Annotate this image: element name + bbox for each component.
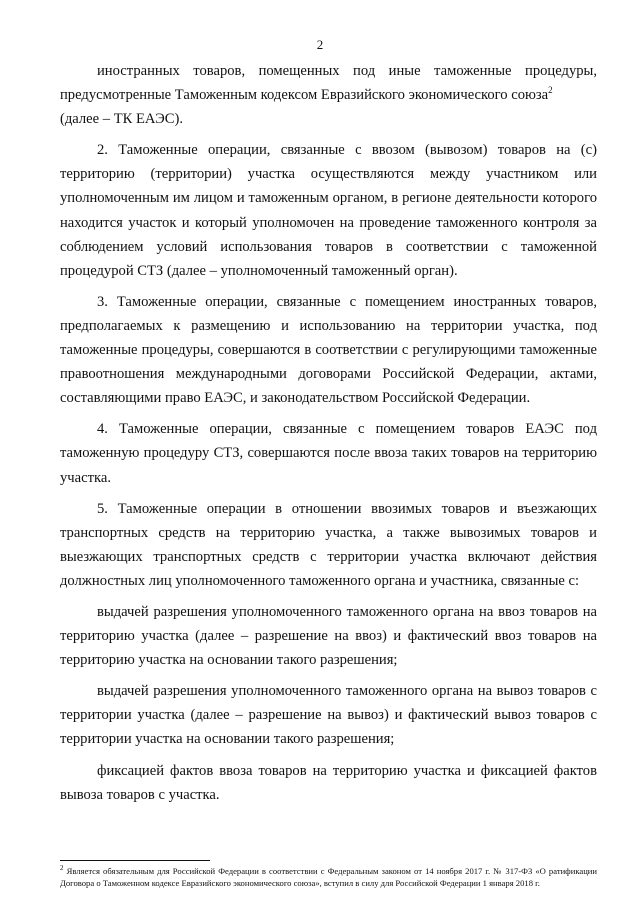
paragraph-2: 2. Таможенные операции, связанные с ввозом (вывозом) товаров на (с) территорию (территории) участка осуществляются между участником или уполномоченным им лицом и таможенным органом, в регионе деятельности которого находится участок и который уполномочен на проведение таможенного контроля за соблюдением условий использования товаров в соответствии с таможенной процедурой СТЗ (далее – уполномоченный таможенный орган). xyxy=(60,142,597,279)
paragraph-5: 5. Таможенные операции в отношении ввозимых товаров и въезжающих транспортных средств на территорию участка, а также вывозимых товаров и выезжающих транспортных средств с территории участка включают действия должностных лиц уполномоченного таможенного органа и участника, связанные с: xyxy=(60,500,597,589)
footnote-text: Является обязательным для Российской Федерации в соответствии с Федеральным законом от 14 ноября 2017 г. № 317-ФЗ «О ратификации Договора о Таможенном кодексе Евразийского экономического союза», вступил в силу для Российской Федерации 1 января 2018 г. xyxy=(60,866,598,888)
paragraph-3: 3. Таможенные операции, связанные с помещением иностранных товаров, предполагаемых к размещению и использованию на территории участка, под таможенные процедуры, совершаются в соответствии с регулирующими таможенные правоотношения международными договорами Российской Федерации, актами, составляющими право ЕАЭС, и законодательством Российской Федерации. xyxy=(60,293,597,407)
footnote-reference: 2 xyxy=(548,85,553,96)
page-number: 2 xyxy=(316,37,324,52)
document-body xyxy=(60,59,597,807)
list-item-import-permit: выдачей разрешения уполномоченного таможенного органа на ввоз товаров на территорию участка (далее – разрешение на ввоз) и фактический ввоз товаров на территорию участка на основании такого разрешения; xyxy=(60,603,597,669)
footnote-divider xyxy=(60,860,210,861)
paragraph-continuation xyxy=(60,59,597,131)
paragraph-text: (далее – ТК ЕАЭС). xyxy=(60,111,183,128)
footnote-mark: 2 xyxy=(60,864,64,873)
list-item-recording-facts: фиксацией фактов ввоза товаров на территорию участка и фиксацией фактов вывоза товаров с участка. xyxy=(60,762,597,803)
paragraph-text: иностранных товаров, помещенных под иные таможенные процедуры, предусмотренные Таможенным кодексом Евразийского экономического союза xyxy=(60,63,597,104)
footnote xyxy=(60,866,597,889)
paragraph-4: 4. Таможенные операции, связанные с помещением товаров ЕАЭС под таможенную процедуру СТЗ, совершаются после ввоза таких товаров на территорию участка. xyxy=(60,421,597,486)
list-item-export-permit: выдачей разрешения уполномоченного таможенного органа на вывоз товаров с территории участка (далее – разрешение на вывоз) и фактический вывоз товаров с территории участка на основании такого разрешения; xyxy=(60,683,597,748)
